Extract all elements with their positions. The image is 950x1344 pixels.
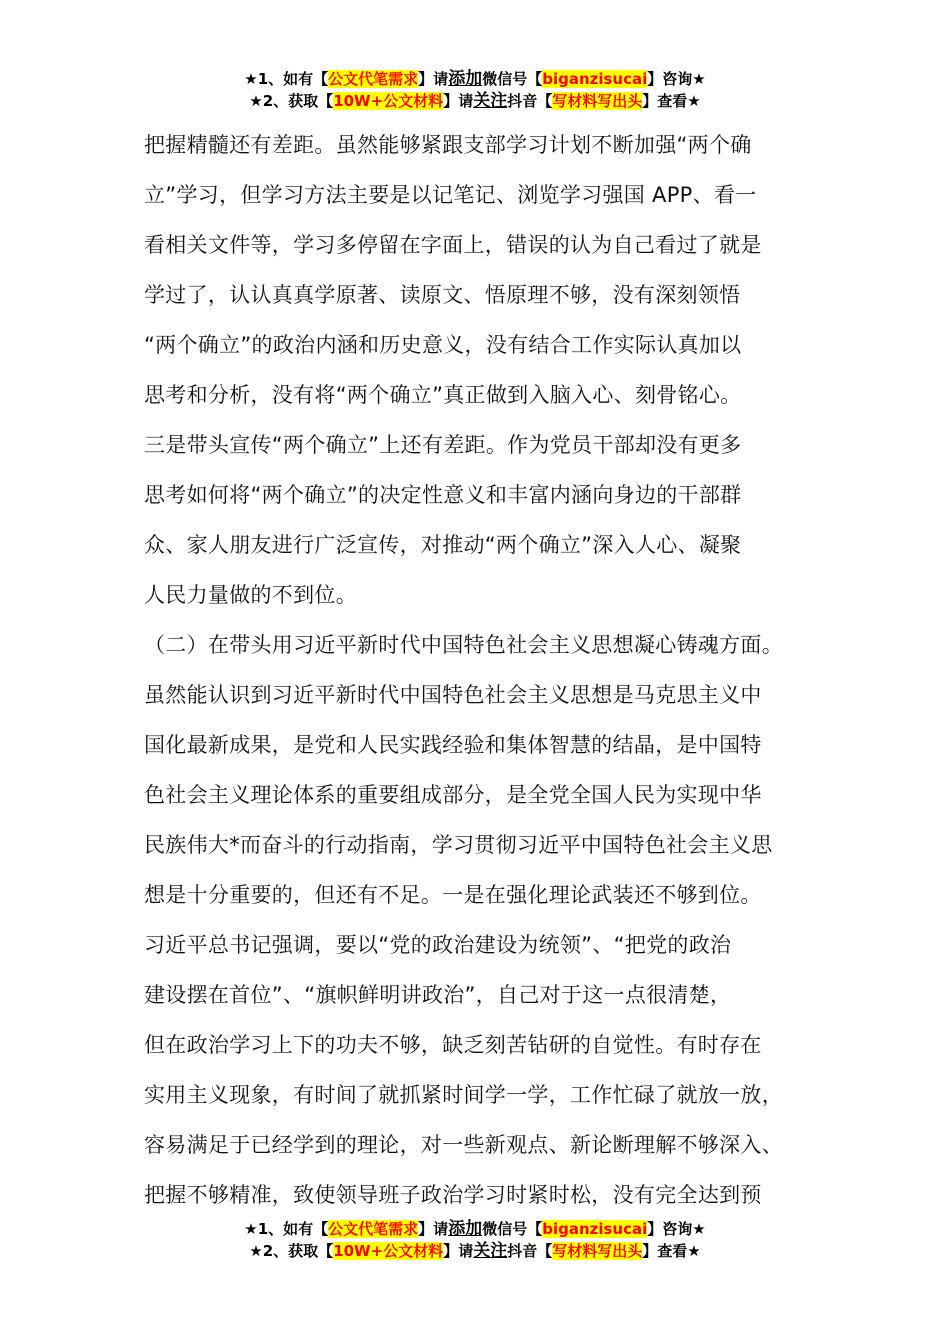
text-line: 民族伟大*而奋斗的行动指南，学习贯彻习近平中国特色社会主义思 xyxy=(144,833,773,857)
highlight-ghostwriting: 公文代笔需求 xyxy=(328,1220,419,1238)
promo-banner-top xyxy=(0,68,950,112)
underlined-add: 添加 xyxy=(448,69,483,89)
text-line: 三是带头宣传“两个确立”上还有差距。作为党员干部却没有更多 xyxy=(144,433,742,457)
text-line: 想是十分重要的，但还有不足。一是在强化理论武装还不够到位。 xyxy=(144,883,762,907)
promo-line-wechat: ★1、如有【公文代笔需求】请添加微信号【biganzisucai】咨询★ xyxy=(244,1219,706,1239)
highlight-wechat-id: biganzisucai xyxy=(542,1220,648,1238)
text-line: 看相关文件等，学习多停留在字面上，错误的认为自己看过了就是 xyxy=(144,233,762,257)
text-line: 思考和分析，没有将“两个确立”真正做到入脑入心、刻骨铭心。 xyxy=(144,383,742,407)
text-line: 建设摆在首位”、“旗帜鲜明讲政治”，自己对于这一点很清楚， xyxy=(144,983,732,1007)
promo-line-douyin: ★2、获取【10W+公文材料】请关注抖音【写材料写出头】查看★ xyxy=(249,91,701,111)
underlined-follow: 关注 xyxy=(473,1241,508,1261)
highlight-ghostwriting: 公文代笔需求 xyxy=(328,70,419,88)
promo-banner-bottom xyxy=(0,1218,950,1262)
text-line: 色社会主义理论体系的重要组成部分，是全党全国人民为实现中华 xyxy=(144,783,762,807)
highlight-materials: 10W+公文材料 xyxy=(333,92,444,110)
text-line: 容易满足于已经学到的理论，对一些新观点、新论断理解不够深入、 xyxy=(144,1133,783,1157)
text-line: 国化最新成果，是党和人民实践经验和集体智慧的结晶，是中国特 xyxy=(144,733,762,757)
text-line: 学过了，认认真真学原著、读原文、悟原理不够，没有深刻领悟 xyxy=(144,283,741,307)
text-line: 把握不够精准，致使领导班子政治学习时紧时松，没有完全达到预 xyxy=(144,1183,762,1207)
text-line: 众、家人朋友进行广泛宣传，对推动“两个确立”深入人心、凝聚 xyxy=(144,533,742,557)
underlined-follow: 关注 xyxy=(473,91,508,111)
text-line: 立”学习，但学习方法主要是以记笔记、浏览学习强国 APP、看一 xyxy=(144,183,757,207)
promo-line-wechat: ★1、如有【公文代笔需求】请添加微信号【biganzisucai】咨询★ xyxy=(244,69,706,89)
text-line: “两个确立”的政治内涵和历史意义，没有结合工作实际认真加以 xyxy=(144,333,742,357)
text-line: 虽然能认识到习近平新时代中国特色社会主义思想是马克思主义中 xyxy=(144,683,762,707)
section-heading-line: （二）在带头用习近平新时代中国特色社会主义思想凝心铸魂方面。 xyxy=(144,633,783,657)
promo-line-douyin: ★2、获取【10W+公文材料】请关注抖音【写材料写出头】查看★ xyxy=(249,1241,701,1261)
highlight-wechat-id: biganzisucai xyxy=(542,70,648,88)
highlight-materials: 10W+公文材料 xyxy=(333,1242,444,1260)
text-line: 思考如何将“两个确立”的决定性意义和丰富内涵向身边的干部群 xyxy=(144,483,742,507)
highlight-douyin-account: 写材料写出头 xyxy=(552,1242,643,1260)
underlined-add: 添加 xyxy=(448,1219,483,1239)
text-line: 但在政治学习上下的功夫不够，缺乏刻苦钻研的自觉性。有时存在 xyxy=(144,1033,762,1057)
text-line: 把握精髓还有差距。虽然能够紧跟支部学习计划不断加强“两个确 xyxy=(144,133,752,157)
text-line: 实用主义现象，有时间了就抓紧时间学一学，工作忙碌了就放一放， xyxy=(144,1083,783,1107)
text-line: 人民力量做的不到位。 xyxy=(144,583,357,607)
document-body xyxy=(144,120,834,1220)
text-line: 习近平总书记强调，要以“党的政治建设为统领”、“把党的政治 xyxy=(144,933,732,957)
highlight-douyin-account: 写材料写出头 xyxy=(552,92,643,110)
